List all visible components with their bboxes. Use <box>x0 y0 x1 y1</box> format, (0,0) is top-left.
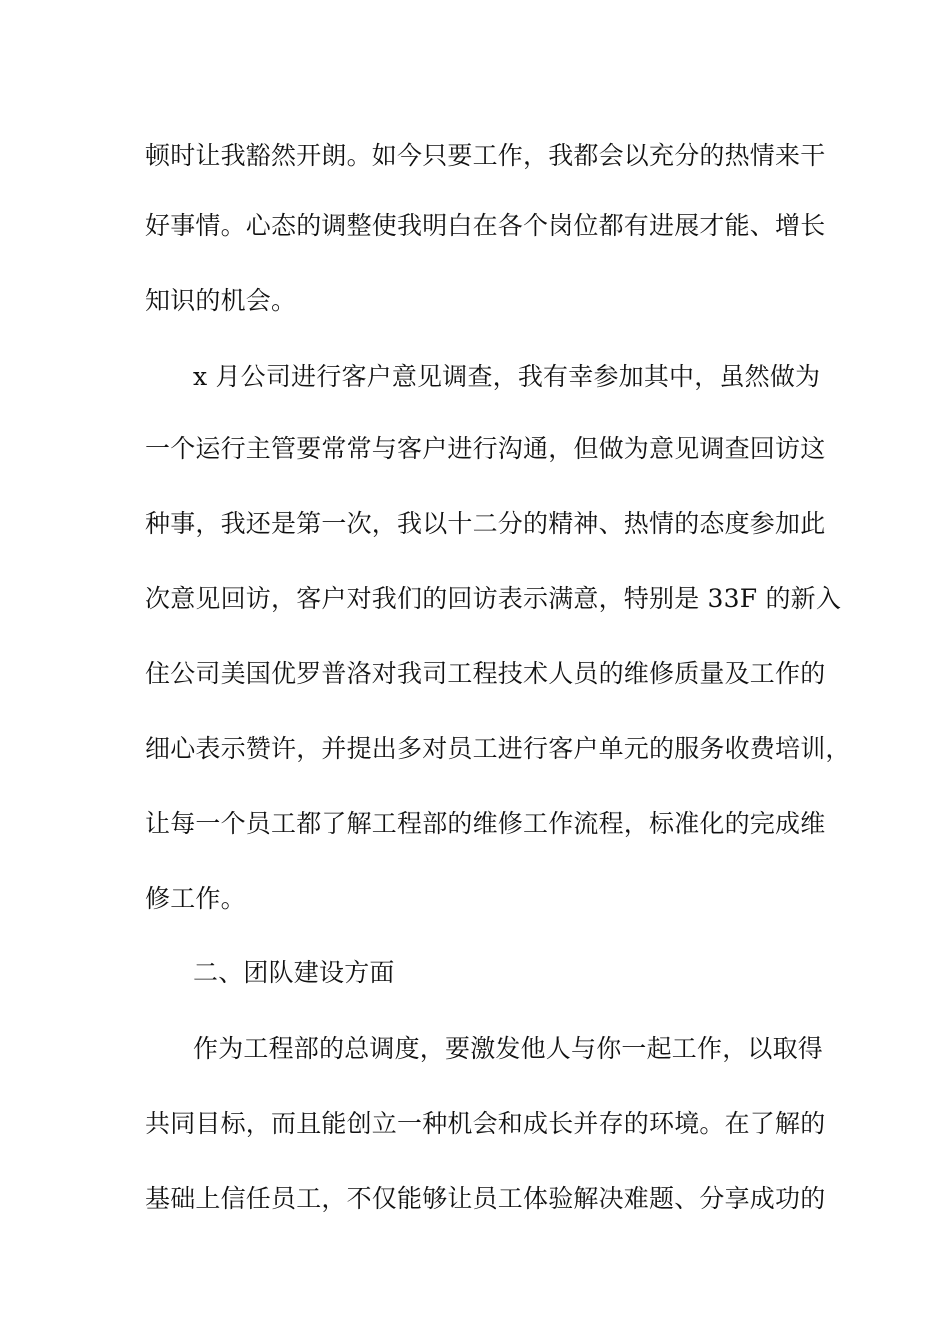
paragraph-line: 作为工程部的总调度，要激发他人与你一起工作，以取得 <box>193 1034 824 1063</box>
paragraph-line: 让每一个员工都了解工程部的维修工作流程，标准化的完成维 <box>145 809 826 838</box>
paragraph-line: 住公司美国优罗普洛对我司工程技术人员的维修质量及工作的 <box>145 659 826 688</box>
paragraph-line: 一个运行主管要常常与客户进行沟通，但做为意见调查回访这 <box>145 434 826 463</box>
section-heading: 二、团队建设方面 <box>193 958 395 987</box>
paragraph-line: 共同目标，而且能创立一种机会和成长并存的环境。在了解的 <box>145 1109 826 1138</box>
paragraph-line: 基础上信任员工，不仅能够让员工体验解决难题、分享成功的 <box>145 1184 826 1213</box>
paragraph-line: 次意见回访，客户对我们的回访表示满意，特别是 33F 的新入 <box>145 584 842 613</box>
paragraph-line: 修工作。 <box>145 884 246 913</box>
paragraph-line: 知识的机会。 <box>145 286 297 315</box>
paragraph-line: 细心表示赞许，并提出多对员工进行客户单元的服务收费培训， <box>145 734 851 763</box>
paragraph-line: 种事，我还是第一次，我以十二分的精神、热情的态度参加此 <box>145 509 826 538</box>
paragraph-line: 好事情。心态的调整使我明白在各个岗位都有进展才能、增长 <box>145 211 826 240</box>
paragraph-line: 顿时让我豁然开朗。如今只要工作，我都会以充分的热情来干 <box>145 141 826 170</box>
paragraph-line: x 月公司进行客户意见调查，我有幸参加其中，虽然做为 <box>193 362 821 391</box>
